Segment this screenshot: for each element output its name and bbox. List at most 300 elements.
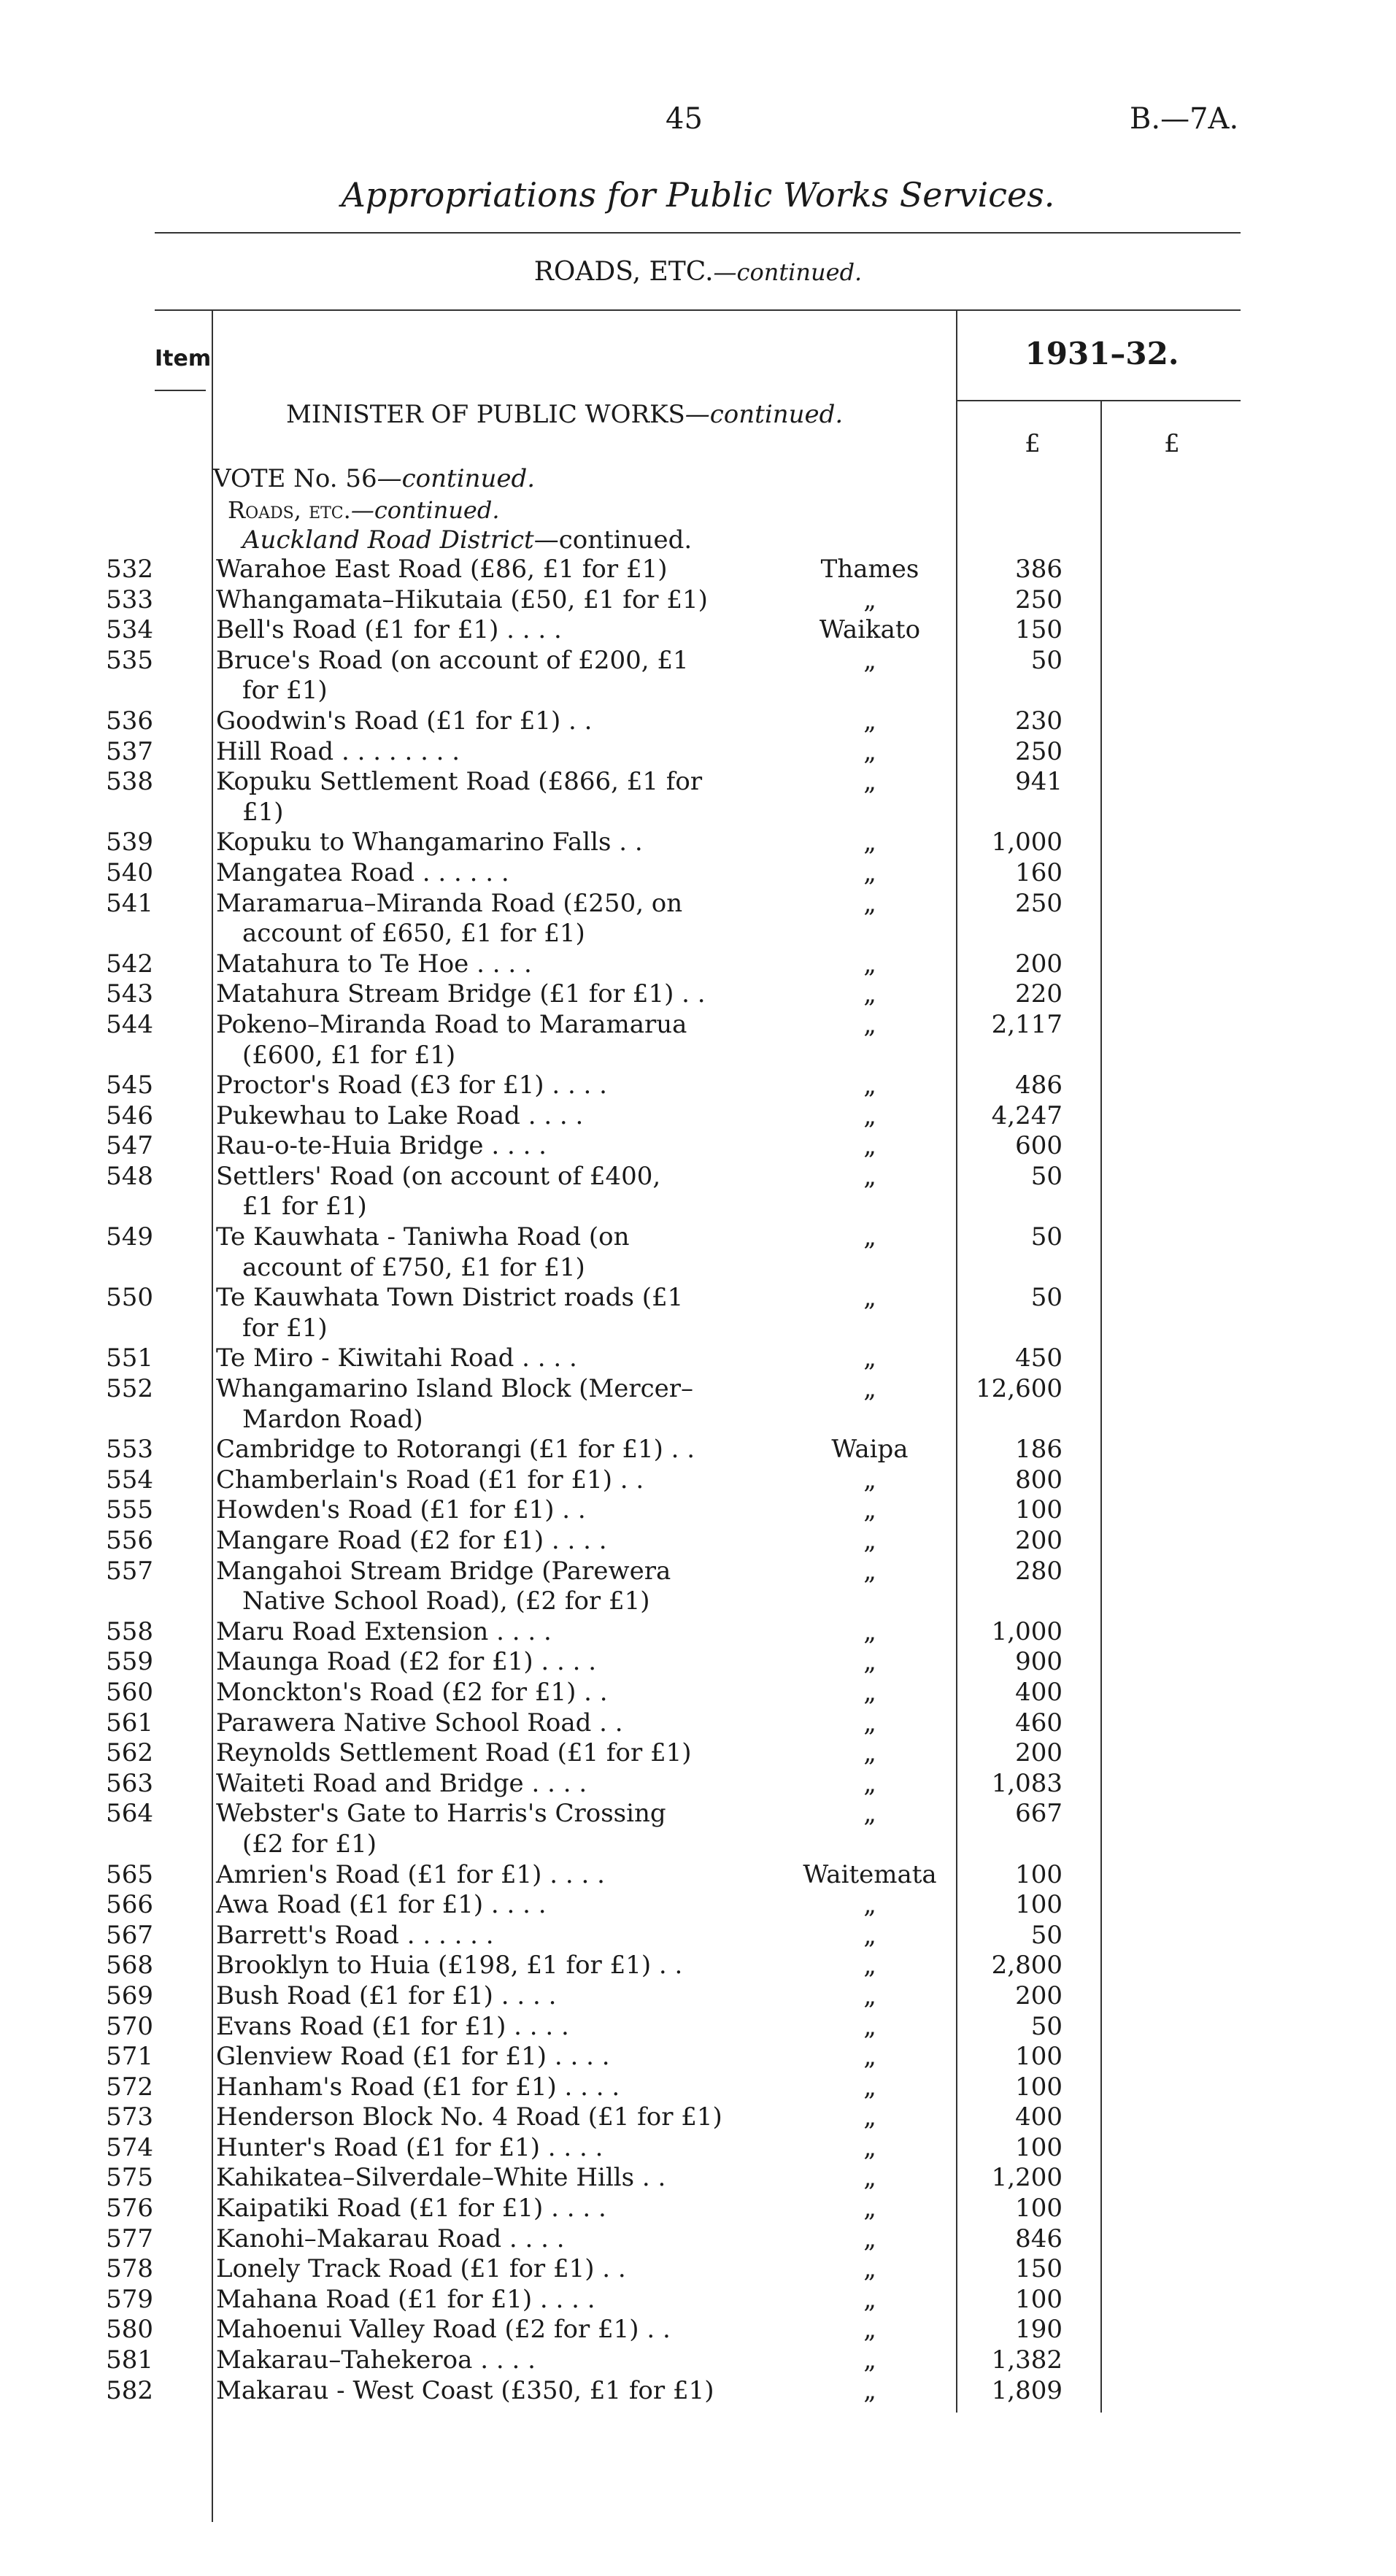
electorate: „	[863, 736, 876, 766]
item-description	[216, 2315, 790, 2345]
electorate: „	[863, 1374, 876, 1404]
item-description	[216, 828, 790, 858]
description-continuation: £1)	[242, 797, 284, 827]
description-line: Matahura Stream Bridge (£1 for £1) . .	[216, 979, 706, 1009]
table-row	[0, 2315, 1396, 2345]
item-description	[216, 1557, 790, 1617]
table-row	[0, 2042, 1396, 2072]
roads-subheading-text: Roads, etc.	[228, 496, 351, 524]
description-continuation: (£600, £1 for £1)	[242, 1040, 456, 1070]
amount: 400	[1015, 2102, 1063, 2132]
minister-heading-text: MINISTER OF PUBLIC WORKS	[286, 400, 685, 429]
electorate: „	[863, 1071, 876, 1100]
amount: 900	[1015, 1647, 1063, 1677]
item-description	[216, 2194, 790, 2224]
electorate: „	[863, 1981, 876, 2010]
item-description	[216, 1374, 790, 1435]
description-line: Monckton's Road (£2 for £1) . .	[216, 1677, 608, 1707]
table-row	[0, 2194, 1396, 2224]
amount: 100	[1015, 1495, 1063, 1525]
description-line: Brooklyn to Huia (£198, £1 for £1) . .	[216, 1951, 683, 1981]
description-line: Mahana Road (£1 for £1) . . . .	[216, 2284, 595, 2314]
item-number: 551	[106, 1343, 153, 1373]
description-line: Howden's Road (£1 for £1) . .	[216, 1495, 586, 1525]
table-row	[0, 2224, 1396, 2255]
item-description	[216, 1071, 790, 1101]
table-row	[0, 1495, 1396, 1526]
description-line: Hanham's Road (£1 for £1) . . . .	[216, 2072, 620, 2102]
description-line: Kopuku Settlement Road (£866, £1 for	[216, 767, 703, 797]
item-description	[216, 1799, 790, 1859]
amount: 2,800	[991, 1951, 1063, 1981]
item-number: 565	[106, 1859, 153, 1889]
description-continuation: for £1)	[242, 676, 328, 706]
amount: 600	[1015, 1131, 1063, 1161]
electorate: „	[863, 1920, 876, 1950]
table-row	[0, 1769, 1396, 1800]
electorate: „	[863, 2132, 876, 2162]
item-number: 539	[106, 828, 153, 857]
item-description	[216, 1738, 790, 1769]
amount: 50	[1030, 645, 1063, 675]
description-line: Pukewhau to Lake Road . . . .	[216, 1100, 584, 1130]
table-row	[0, 1374, 1396, 1435]
item-number: 547	[106, 1131, 153, 1161]
description-line: Te Miro - Kiwitahi Road . . . .	[216, 1343, 577, 1373]
table-row	[0, 1647, 1396, 1678]
table-row	[0, 1071, 1396, 1101]
amount: 1,083	[991, 1768, 1063, 1798]
table-row	[0, 1678, 1396, 1708]
amount: 941	[1015, 767, 1063, 797]
table-row	[0, 555, 1396, 585]
description-line: Bush Road (£1 for £1) . . . .	[216, 1981, 557, 2010]
description-continuation: for £1)	[242, 1313, 328, 1343]
item-number: 567	[106, 1920, 153, 1950]
electorate: „	[863, 1890, 876, 1920]
item-description	[216, 615, 790, 646]
table-row	[0, 615, 1396, 646]
table-row	[0, 767, 1396, 828]
description-line: Glenview Road (£1 for £1) . . . .	[216, 2042, 610, 2072]
item-number: 566	[106, 1890, 153, 1920]
item-description	[216, 737, 790, 768]
description-line: Proctor's Road (£3 for £1) . . . .	[216, 1071, 607, 1100]
amount: 667	[1015, 1799, 1063, 1829]
item-description	[216, 2345, 790, 2376]
item-number: 579	[106, 2284, 153, 2314]
item-number: 580	[106, 2315, 153, 2345]
item-description	[216, 2254, 790, 2285]
electorate: „	[863, 2315, 876, 2345]
currency-header-1: £	[1025, 429, 1041, 458]
electorate: „	[863, 2163, 876, 2193]
amount: 50	[1030, 1161, 1063, 1191]
item-header-underline	[155, 390, 206, 391]
description-line: Mahoenui Valley Road (£2 for £1) . .	[216, 2315, 671, 2345]
item-number: 550	[106, 1283, 153, 1313]
item-description	[216, 1162, 790, 1222]
description-line: Barrett's Road . . . . . .	[216, 1920, 494, 1950]
item-number: 546	[106, 1100, 153, 1130]
table-row	[0, 1921, 1396, 1951]
item-description	[216, 1981, 790, 2012]
table-row	[0, 1617, 1396, 1648]
district-heading	[242, 525, 692, 555]
table-row	[0, 2285, 1396, 2315]
electorate: „	[863, 1343, 876, 1373]
item-description	[216, 2376, 790, 2407]
page-number: 45	[666, 102, 703, 136]
table-row	[0, 1283, 1396, 1343]
electorate: „	[863, 2254, 876, 2284]
item-description	[216, 1890, 790, 1921]
table-row	[0, 1799, 1396, 1859]
amount: 1,000	[991, 828, 1063, 857]
table-row	[0, 2133, 1396, 2164]
description-line: Chamberlain's Road (£1 for £1) . .	[216, 1465, 644, 1495]
amount: 386	[1015, 555, 1063, 584]
table-row	[0, 2345, 1396, 2376]
appropriations-table	[0, 555, 1396, 2406]
title-rule	[155, 232, 1241, 234]
amount: 1,382	[991, 2345, 1063, 2375]
amount: 150	[1015, 2254, 1063, 2284]
description-continuation: £1 for £1)	[242, 1192, 367, 1222]
amount: 200	[1015, 1738, 1063, 1768]
item-number: 574	[106, 2132, 153, 2162]
item-number: 571	[106, 2042, 153, 2072]
item-number: 575	[106, 2163, 153, 2193]
district-heading-text: Auckland Road District	[242, 525, 534, 555]
description-line: Hill Road . . . . . . . .	[216, 736, 460, 766]
item-number: 540	[106, 857, 153, 887]
amount: 200	[1015, 1981, 1063, 2010]
table-row	[0, 1860, 1396, 1891]
item-description	[216, 858, 790, 889]
item-description	[216, 2102, 790, 2133]
amount: 160	[1015, 857, 1063, 887]
description-line: Amrien's Road (£1 for £1) . . . .	[216, 1859, 605, 1889]
section-title-text: ROADS, ETC.	[533, 257, 714, 287]
item-description	[216, 1222, 790, 1283]
item-number: 562	[106, 1738, 153, 1768]
description-line: Makarau–Tahekeroa . . . .	[216, 2345, 536, 2375]
amount: 450	[1015, 1343, 1063, 1373]
table-row	[0, 979, 1396, 1010]
electorate: „	[863, 2102, 876, 2132]
table-top-rule	[155, 309, 1241, 311]
description-line: Maramarua–Miranda Road (£250, on	[216, 888, 683, 918]
electorate: „	[863, 1495, 876, 1525]
description-line: Warahoe East Road (£86, £1 for £1)	[216, 555, 668, 584]
amount: 4,247	[991, 1100, 1063, 1130]
amount: 250	[1015, 736, 1063, 766]
section-title-continued: —continued.	[713, 258, 863, 286]
table-row	[0, 828, 1396, 858]
item-number: 578	[106, 2254, 153, 2284]
amount: 400	[1015, 1677, 1063, 1707]
electorate: „	[863, 585, 876, 614]
electorate: „	[863, 1283, 876, 1313]
description-line: Webster's Gate to Harris's Crossing	[216, 1799, 666, 1829]
table-row	[0, 1890, 1396, 1921]
table-row	[0, 889, 1396, 949]
electorate: „	[863, 979, 876, 1009]
item-description	[216, 1495, 790, 1526]
item-description	[216, 767, 790, 828]
description-line: Kanohi–Makarau Road . . . .	[216, 2224, 565, 2253]
table-row	[0, 706, 1396, 737]
description-line: Kaipatiki Road (£1 for £1) . . . .	[216, 2194, 606, 2224]
year-column-header: 1931–32.	[1025, 336, 1179, 371]
item-number: 535	[106, 645, 153, 675]
electorate: „	[863, 1616, 876, 1646]
item-number: 560	[106, 1677, 153, 1707]
electorate: „	[863, 706, 876, 736]
amount: 2,117	[991, 1009, 1063, 1039]
item-description	[216, 1343, 790, 1374]
electorate: „	[863, 2224, 876, 2253]
item-description	[216, 1951, 790, 1981]
description-line: Henderson Block No. 4 Road (£1 for £1)	[216, 2102, 722, 2132]
item-number: 557	[106, 1556, 153, 1586]
description-continuation: account of £650, £1 for £1)	[242, 919, 585, 949]
item-description	[216, 646, 790, 706]
electorate: „	[863, 1677, 876, 1707]
item-description	[216, 1647, 790, 1678]
item-description	[216, 1921, 790, 1951]
electorate: „	[863, 2042, 876, 2072]
item-number: 564	[106, 1799, 153, 1829]
table-row	[0, 1981, 1396, 2012]
section-title	[0, 257, 1396, 287]
amount: 50	[1030, 1920, 1063, 1950]
table-row	[0, 1131, 1396, 1162]
item-number: 556	[106, 1526, 153, 1555]
table-row	[0, 1708, 1396, 1739]
vote-heading	[213, 464, 535, 493]
item-description	[216, 706, 790, 737]
electorate: Thames	[820, 555, 919, 584]
item-number: 542	[106, 949, 153, 979]
amount: 1,809	[991, 2375, 1063, 2405]
table-row	[0, 1343, 1396, 1374]
electorate: Waipa	[831, 1435, 909, 1465]
electorate: Waitemata	[803, 1859, 937, 1889]
amount: 50	[1030, 2011, 1063, 2041]
amount: 186	[1015, 1435, 1063, 1465]
item-description	[216, 1860, 790, 1891]
electorate: „	[863, 1009, 876, 1039]
amount: 100	[1015, 2194, 1063, 2224]
table-row	[0, 1162, 1396, 1222]
item-description	[216, 1435, 790, 1465]
electorate: „	[863, 857, 876, 887]
item-number: 533	[106, 585, 153, 614]
item-description	[216, 1010, 790, 1071]
amount: 220	[1015, 979, 1063, 1009]
electorate: „	[863, 2375, 876, 2405]
electorate: „	[863, 1465, 876, 1495]
item-number: 577	[106, 2224, 153, 2253]
item-description	[216, 1283, 790, 1343]
description-line: Matahura to Te Hoe . . . .	[216, 949, 532, 979]
description-line: Whangamarino Island Block (Mercer–	[216, 1374, 694, 1404]
description-line: Mangatea Road . . . . . .	[216, 857, 509, 887]
description-line: Goodwin's Road (£1 for £1) . .	[216, 706, 593, 736]
amount: 1,000	[991, 1616, 1063, 1646]
amount: 100	[1015, 2284, 1063, 2314]
amount: 200	[1015, 949, 1063, 979]
item-number: 570	[106, 2011, 153, 2041]
description-line: Pokeno–Miranda Road to Maramarua	[216, 1009, 687, 1039]
description-line: Maru Road Extension . . . .	[216, 1616, 552, 1646]
item-description	[216, 2042, 790, 2072]
item-description	[216, 2133, 790, 2164]
amount: 100	[1015, 2042, 1063, 2072]
table-row	[0, 1465, 1396, 1496]
district-heading-continued: —continued.	[533, 525, 693, 555]
amount: 250	[1015, 585, 1063, 614]
item-number: 541	[106, 888, 153, 918]
amount: 486	[1015, 1071, 1063, 1100]
item-number: 568	[106, 1951, 153, 1981]
table-row	[0, 858, 1396, 889]
item-column-header: Item	[155, 346, 212, 371]
item-number: 534	[106, 615, 153, 645]
item-number: 581	[106, 2345, 153, 2375]
electorate: „	[863, 1768, 876, 1798]
item-description	[216, 2072, 790, 2103]
item-number: 573	[106, 2102, 153, 2132]
electorate: „	[863, 1647, 876, 1677]
amount: 150	[1015, 615, 1063, 645]
description-line: Te Kauwhata - Taniwha Road (on	[216, 1222, 630, 1252]
description-line: Kahikatea–Silverdale–White Hills . .	[216, 2163, 666, 2193]
description-continuation: Mardon Road)	[242, 1404, 423, 1434]
description-line: Whangamata–Hikutaia (£50, £1 for £1)	[216, 585, 708, 614]
vote-heading-continued: —continued.	[377, 464, 536, 493]
item-description	[216, 585, 790, 616]
amount: 50	[1030, 1222, 1063, 1252]
item-description	[216, 979, 790, 1010]
item-description	[216, 1101, 790, 1132]
item-number: 548	[106, 1161, 153, 1191]
table-row	[0, 1951, 1396, 1981]
amount: 100	[1015, 2132, 1063, 2162]
table-row	[0, 949, 1396, 980]
electorate: „	[863, 2284, 876, 2314]
item-number: 569	[106, 1981, 153, 2010]
electorate: „	[863, 2345, 876, 2375]
item-number: 537	[106, 736, 153, 766]
amount: 460	[1015, 1708, 1063, 1738]
roads-subheading	[228, 496, 500, 524]
electorate: „	[863, 1131, 876, 1161]
description-line: Parawera Native School Road . .	[216, 1708, 623, 1738]
item-description	[216, 1131, 790, 1162]
amount: 846	[1015, 2224, 1063, 2253]
item-number: 582	[106, 2375, 153, 2405]
item-description	[216, 1617, 790, 1648]
table-row	[0, 2072, 1396, 2103]
electorate: „	[863, 1738, 876, 1768]
vote-heading-text: VOTE No. 56	[213, 464, 377, 493]
table-row	[0, 2102, 1396, 2133]
amount: 190	[1015, 2315, 1063, 2345]
description-line: Evans Road (£1 for £1) . . . .	[216, 2011, 569, 2041]
description-line: Makarau - West Coast (£350, £1 for £1)	[216, 2375, 714, 2405]
description-line: Bruce's Road (on account of £200, £1	[216, 645, 689, 675]
description-line: Maunga Road (£2 for £1) . . . .	[216, 1647, 597, 1677]
amount: 100	[1015, 1890, 1063, 1920]
item-description	[216, 2163, 790, 2194]
page-title: Appropriations for Public Works Services.	[341, 175, 1055, 215]
description-line: Cambridge to Rotorangi (£1 for £1) . .	[216, 1435, 695, 1465]
roads-subheading-continued: —continued.	[350, 496, 500, 524]
description-line: Te Kauwhata Town District roads (£1	[216, 1283, 684, 1313]
item-description	[216, 1769, 790, 1800]
table-row	[0, 2376, 1396, 2407]
item-description	[216, 1526, 790, 1557]
electorate: „	[863, 1556, 876, 1586]
description-continuation: account of £750, £1 for £1)	[242, 1252, 585, 1282]
description-line: Rau-o-te-Huia Bridge . . . .	[216, 1131, 547, 1161]
item-number: 552	[106, 1374, 153, 1404]
item-description	[216, 889, 790, 949]
table-row	[0, 585, 1396, 616]
table-row	[0, 2163, 1396, 2194]
amount: 100	[1015, 1859, 1063, 1889]
item-description	[216, 1465, 790, 1496]
amount: 1,200	[991, 2163, 1063, 2193]
electorate: Waikato	[819, 615, 921, 645]
amount: 200	[1015, 1526, 1063, 1555]
description-line: Mangare Road (£2 for £1) . . . .	[216, 1526, 607, 1555]
electorate: „	[863, 1526, 876, 1555]
table-row	[0, 646, 1396, 706]
table-row	[0, 1222, 1396, 1283]
item-number: 559	[106, 1647, 153, 1677]
item-description	[216, 1678, 790, 1708]
item-description	[216, 2012, 790, 2043]
item-number: 555	[106, 1495, 153, 1525]
item-number: 544	[106, 1009, 153, 1039]
electorate: „	[863, 1161, 876, 1191]
item-number: 576	[106, 2194, 153, 2224]
item-number: 563	[106, 1768, 153, 1798]
table-row	[0, 1526, 1396, 1557]
amount: 250	[1015, 888, 1063, 918]
electorate: „	[863, 2072, 876, 2102]
item-description	[216, 949, 790, 980]
description-line: Awa Road (£1 for £1) . . . .	[216, 1890, 547, 1920]
electorate: „	[863, 1100, 876, 1130]
amount: 12,600	[976, 1374, 1063, 1404]
item-number: 554	[106, 1465, 153, 1495]
description-line: Kopuku to Whangamarino Falls . .	[216, 828, 643, 857]
item-number: 558	[106, 1616, 153, 1646]
table-row	[0, 1557, 1396, 1617]
table-row	[0, 1101, 1396, 1132]
item-description	[216, 555, 790, 585]
table-row	[0, 737, 1396, 768]
table-row	[0, 2254, 1396, 2285]
item-number: 538	[106, 767, 153, 797]
table-row	[0, 1435, 1396, 1465]
table-row	[0, 1010, 1396, 1071]
